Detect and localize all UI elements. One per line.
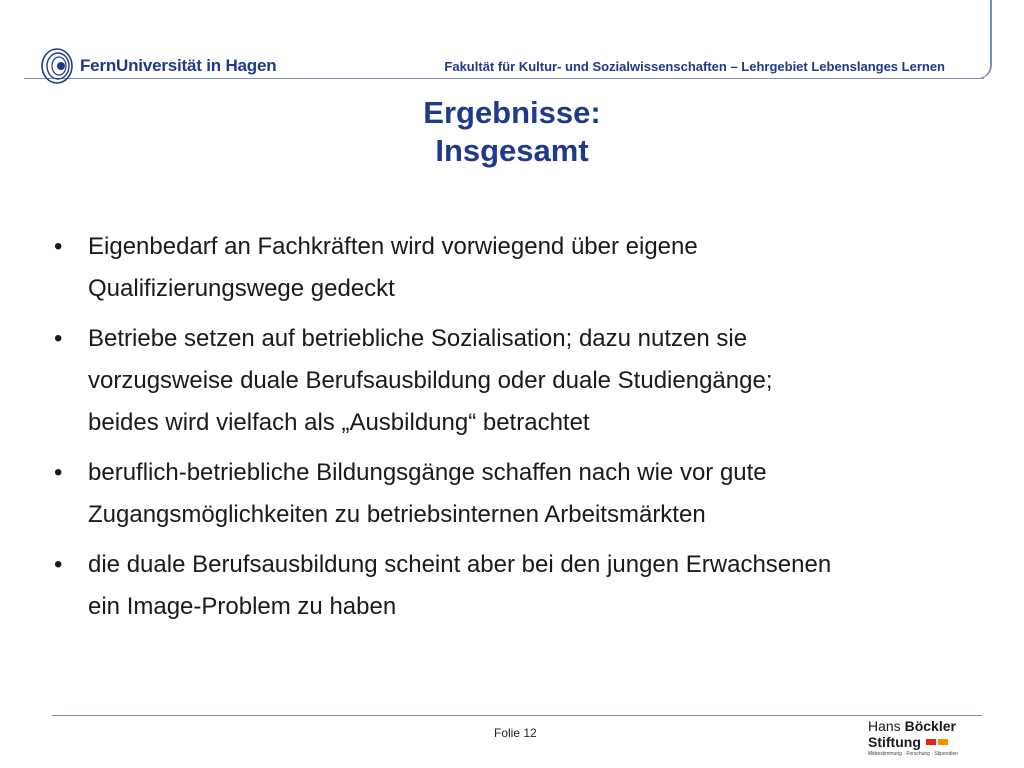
sponsor-tagline: Mitbestimmung · Forschung · Stipendien — [868, 751, 959, 757]
footer-rule — [52, 715, 982, 716]
slide-number: Folie 12 — [494, 726, 537, 740]
bullet-marker: • — [54, 551, 63, 578]
bullet-line: Eigenbedarf an Fachkräften wird vorwiegend über eigene — [88, 233, 698, 260]
bullet-line: Qualifizierungswege gedeckt — [88, 275, 395, 302]
logo-text: FernUniversität in Hagen — [80, 56, 277, 75]
sponsor-name-regular: Hans — [868, 718, 905, 734]
hans-boeckler-logo — [868, 718, 988, 766]
bullet-item — [54, 452, 984, 536]
bullet-line: beruflich-betriebliche Bildungsgänge schaffen nach wie vor gute — [88, 459, 767, 486]
bullet-line: Betriebe setzen auf betriebliche Sozialisation; dazu nutzen sie — [88, 325, 748, 352]
bullet-marker: • — [54, 325, 63, 352]
bullet-marker: • — [54, 459, 63, 486]
bullet-marker: • — [54, 233, 63, 260]
bullet-item — [54, 544, 984, 628]
sponsor-name — [868, 718, 988, 734]
sponsor-bars-icon — [926, 739, 950, 745]
faculty-name: Fakultät für Kultur- und Sozialwissenschaften – Lehrgebiet Lebenslanges Lernen — [444, 59, 945, 74]
sponsor-name-bold: Böckler — [904, 718, 956, 734]
bullet-line: die duale Berufsausbildung scheint aber bei den jungen Erwachsenen — [88, 551, 832, 578]
slide-title-line-1: Ergebnisse: — [423, 95, 601, 130]
bullet-line: Zugangsmöglichkeiten zu betriebsinternen Arbeitsmärkten — [88, 501, 706, 528]
sponsor-line-2 — [868, 734, 988, 750]
bullet-list — [54, 226, 984, 636]
header-frame-corner — [958, 46, 992, 79]
bullet-line: beides wird vielfach als „Ausbildung“ betrachtet — [88, 409, 590, 436]
bullet-line: vorzugsweise duale Berufsausbildung oder duale Studiengänge; — [88, 367, 773, 394]
bullet-item — [54, 226, 984, 310]
fernuni-emblem-icon — [40, 47, 74, 85]
slide-title-line-2: Insgesamt — [435, 133, 589, 168]
sponsor-stiftung: Stiftung — [868, 734, 921, 750]
bullet-item — [54, 318, 984, 444]
fernuni-logo — [40, 46, 276, 86]
bullet-line: ein Image-Problem zu haben — [88, 593, 397, 620]
slide-title — [0, 94, 1024, 170]
